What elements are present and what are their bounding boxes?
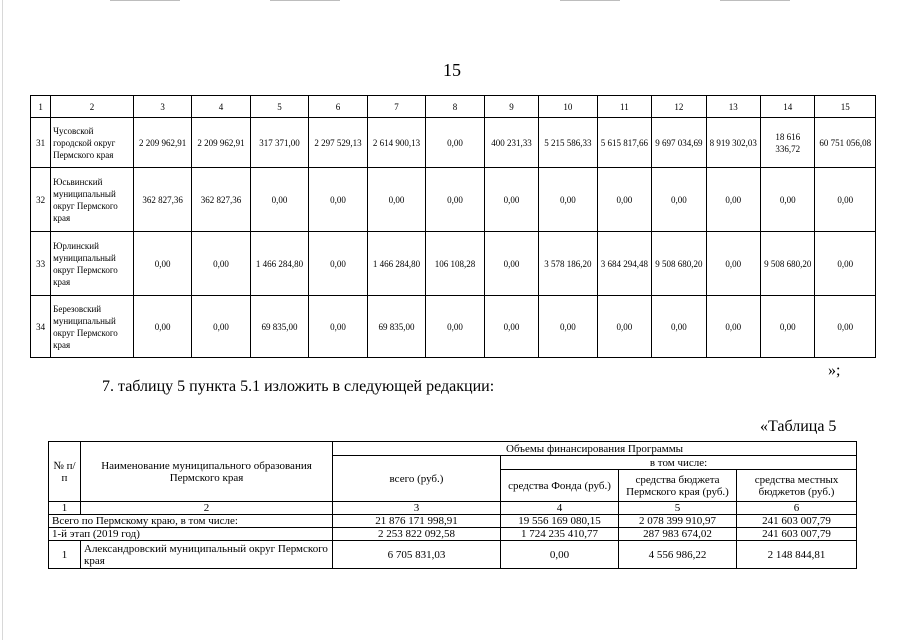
cell-value: 362 827,36 <box>133 168 191 232</box>
cell-value: 0,00 <box>309 232 367 296</box>
table-row <box>31 232 876 296</box>
column-header-total: всего (руб.) <box>333 456 501 502</box>
cell-value: 0,00 <box>250 168 308 232</box>
cell-value: 0,00 <box>133 296 191 358</box>
column-index: 3 <box>133 96 191 118</box>
cell-value: 0,00 <box>597 296 651 358</box>
municipality-name: Юрлинский муниципальный округ Пермского края <box>51 232 134 296</box>
cell-value: 0,00 <box>484 296 538 358</box>
table-caption: «Таблица 5 <box>760 418 837 435</box>
table-row <box>31 296 876 358</box>
column-index: 4 <box>192 96 250 118</box>
header-row <box>49 442 857 456</box>
stage-row <box>49 528 857 541</box>
cell-value: 5 615 817,66 <box>597 118 651 168</box>
financing-table-5 <box>48 441 857 569</box>
column-index: 1 <box>49 502 81 515</box>
cell-value: 2 148 844,81 <box>737 541 857 569</box>
table-row <box>31 118 876 168</box>
cell-value: 0,00 <box>539 168 597 232</box>
row-number: 31 <box>31 118 51 168</box>
cell-value: 0,00 <box>706 232 760 296</box>
column-index: 15 <box>815 96 876 118</box>
column-index: 7 <box>367 96 425 118</box>
column-index: 14 <box>760 96 814 118</box>
column-index: 2 <box>81 502 333 515</box>
cell-value: 0,00 <box>426 296 484 358</box>
column-index-row <box>49 502 857 515</box>
cell-value: 400 231,33 <box>484 118 538 168</box>
cell-value: 69 835,00 <box>250 296 308 358</box>
cell-value: 9 697 034,69 <box>652 118 706 168</box>
top-rule <box>270 0 340 1</box>
row-number: 34 <box>31 296 51 358</box>
cell-value: 19 556 169 080,15 <box>501 515 619 528</box>
cell-value: 0,00 <box>706 296 760 358</box>
cell-value: 241 603 007,79 <box>737 515 857 528</box>
cell-value: 60 751 056,08 <box>815 118 876 168</box>
cell-value: 287 983 674,02 <box>619 528 737 541</box>
cell-value: 0,00 <box>539 296 597 358</box>
column-index: 11 <box>597 96 651 118</box>
sheet-edge <box>2 0 3 640</box>
top-rule <box>720 0 790 1</box>
row-number: 32 <box>31 168 51 232</box>
cell-value: 4 556 986,22 <box>619 541 737 569</box>
column-header-number: № п/п <box>49 442 81 502</box>
cell-value: 0,00 <box>484 232 538 296</box>
cell-value: 0,00 <box>484 168 538 232</box>
cell-value: 9 508 680,20 <box>760 232 814 296</box>
table-row <box>49 541 857 569</box>
column-index: 9 <box>484 96 538 118</box>
cell-value: 18 616 336,72 <box>760 118 814 168</box>
municipality-name: Березовский муниципальный округ Пермского края <box>51 296 134 358</box>
column-index: 8 <box>426 96 484 118</box>
instruction-text: 7. таблицу 5 пункта 5.1 изложить в следующей редакции: <box>102 378 495 395</box>
cell-value: 0,00 <box>760 296 814 358</box>
cell-value: 2 614 900,13 <box>367 118 425 168</box>
cell-value: 0,00 <box>309 168 367 232</box>
total-row <box>49 515 857 528</box>
column-header-including: в том числе: <box>501 456 857 470</box>
cell-value: 0,00 <box>597 168 651 232</box>
cell-value: 317 371,00 <box>250 118 308 168</box>
municipality-name: Юсьвинский муниципальный округ Пермского края <box>51 168 134 232</box>
cell-value: 3 578 186,20 <box>539 232 597 296</box>
column-index: 1 <box>31 96 51 118</box>
cell-value: 9 508 680,20 <box>652 232 706 296</box>
column-header-group: Объемы финансирования Программы <box>333 442 857 456</box>
cell-value: 21 876 171 998,91 <box>333 515 501 528</box>
column-index: 3 <box>333 502 501 515</box>
column-index: 6 <box>737 502 857 515</box>
column-index: 10 <box>539 96 597 118</box>
cell-value: 2 209 962,91 <box>192 118 250 168</box>
cell-value: 0,00 <box>815 296 876 358</box>
cell-value: 2 253 822 092,58 <box>333 528 501 541</box>
table-row <box>31 168 876 232</box>
cell-value: 241 603 007,79 <box>737 528 857 541</box>
cell-value: 0,00 <box>192 296 250 358</box>
top-rule <box>560 0 620 1</box>
municipality-name: Александровский муниципальный округ Пермского края <box>81 541 333 569</box>
cell-value: 1 724 235 410,77 <box>501 528 619 541</box>
cell-value: 69 835,00 <box>367 296 425 358</box>
cell-value: 0,00 <box>815 168 876 232</box>
cell-value: 3 684 294,48 <box>597 232 651 296</box>
row-number: 33 <box>31 232 51 296</box>
cell-value: 0,00 <box>426 118 484 168</box>
cell-value: 0,00 <box>501 541 619 569</box>
column-index: 4 <box>501 502 619 515</box>
closing-quote-mark: »; <box>828 362 841 379</box>
cell-value: 0,00 <box>652 296 706 358</box>
column-index: 6 <box>309 96 367 118</box>
page-number: 15 <box>443 60 461 80</box>
cell-value: 0,00 <box>309 296 367 358</box>
financing-table-continued <box>30 95 876 358</box>
column-index: 5 <box>619 502 737 515</box>
cell-value: 0,00 <box>426 168 484 232</box>
cell-value: 0,00 <box>706 168 760 232</box>
column-index-row <box>31 96 876 118</box>
column-index: 13 <box>706 96 760 118</box>
column-header-name: Наименование муниципального образования Пермского края <box>81 442 333 502</box>
cell-value: 0,00 <box>367 168 425 232</box>
top-rule <box>110 0 180 1</box>
column-header-local-budgets: средства местных бюджетов (руб.) <box>737 470 857 502</box>
cell-value: 362 827,36 <box>192 168 250 232</box>
cell-value: 2 209 962,91 <box>133 118 191 168</box>
row-number: 1 <box>49 541 81 569</box>
column-index: 2 <box>51 96 134 118</box>
cell-value: 0,00 <box>760 168 814 232</box>
cell-value: 106 108,28 <box>426 232 484 296</box>
cell-value: 1 466 284,80 <box>250 232 308 296</box>
column-header-region-budget: средства бюджета Пермского края (руб.) <box>619 470 737 502</box>
total-row-label: Всего по Пермскому краю, в том числе: <box>49 515 333 528</box>
cell-value: 2 078 399 910,97 <box>619 515 737 528</box>
cell-value: 5 215 586,33 <box>539 118 597 168</box>
municipality-name: Чусовской городской округ Пермского края <box>51 118 134 168</box>
cell-value: 0,00 <box>192 232 250 296</box>
cell-value: 0,00 <box>815 232 876 296</box>
cell-value: 6 705 831,03 <box>333 541 501 569</box>
cell-value: 1 466 284,80 <box>367 232 425 296</box>
column-header-fund: средства Фонда (руб.) <box>501 470 619 502</box>
cell-value: 0,00 <box>652 168 706 232</box>
cell-value: 2 297 529,13 <box>309 118 367 168</box>
cell-value: 8 919 302,03 <box>706 118 760 168</box>
cell-value: 0,00 <box>133 232 191 296</box>
column-index: 12 <box>652 96 706 118</box>
column-index: 5 <box>250 96 308 118</box>
stage-row-label: 1-й этап (2019 год) <box>49 528 333 541</box>
